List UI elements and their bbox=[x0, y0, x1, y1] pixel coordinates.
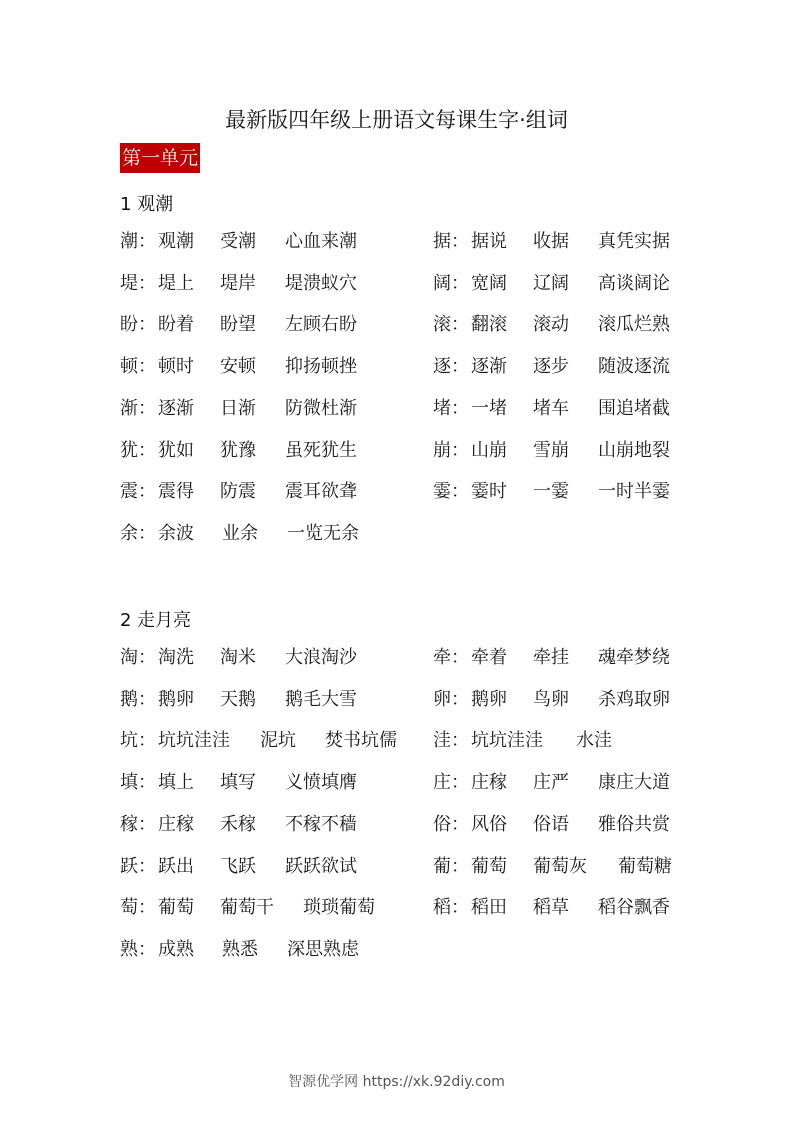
compound-word: 滚瓜烂熟 bbox=[598, 314, 670, 335]
target-character: 潮： bbox=[120, 231, 156, 252]
compound-word: 震得 bbox=[158, 481, 194, 502]
compound-word: 禾稼 bbox=[220, 814, 256, 835]
lesson-title: 2 走月亮 bbox=[120, 610, 192, 631]
compound-word: 犹豫 bbox=[220, 440, 256, 461]
compound-word: 受潮 bbox=[220, 231, 256, 252]
compound-word: 庄稼 bbox=[158, 814, 194, 835]
char-entry bbox=[433, 727, 612, 755]
compound-word: 天鹅 bbox=[220, 689, 256, 710]
compound-word: 堤岸 bbox=[220, 273, 256, 294]
compound-word: 顿时 bbox=[158, 356, 194, 377]
compound-word: 填写 bbox=[220, 772, 256, 793]
compound-word: 牵着 bbox=[471, 647, 507, 668]
char-entry bbox=[120, 311, 357, 339]
compound-word: 防微杜渐 bbox=[285, 398, 357, 419]
compound-word: 犹如 bbox=[158, 440, 194, 461]
char-entry bbox=[433, 437, 670, 465]
compound-word: 葡萄干 bbox=[220, 897, 274, 918]
target-character: 牵： bbox=[433, 647, 469, 668]
compound-word: 逐渐 bbox=[471, 356, 507, 377]
target-character: 稻： bbox=[433, 897, 469, 918]
char-entry bbox=[120, 395, 357, 423]
char-entry bbox=[120, 437, 357, 465]
compound-word: 鹅毛大雪 bbox=[285, 689, 357, 710]
target-character: 顿： bbox=[120, 356, 156, 377]
word-row bbox=[120, 853, 680, 881]
compound-word: 收据 bbox=[533, 231, 569, 252]
char-entry bbox=[120, 520, 359, 548]
char-entry bbox=[120, 727, 397, 755]
char-entry bbox=[433, 644, 670, 672]
compound-word: 泥坑 bbox=[260, 730, 296, 751]
compound-word: 据说 bbox=[471, 231, 507, 252]
char-entry bbox=[120, 478, 357, 506]
compound-word: 日渐 bbox=[220, 398, 256, 419]
compound-word: 跃跃欲试 bbox=[285, 856, 357, 877]
target-character: 葡： bbox=[433, 856, 469, 877]
word-row bbox=[120, 727, 680, 755]
compound-word: 坑坑洼洼 bbox=[158, 730, 230, 751]
compound-word: 随波逐流 bbox=[598, 356, 670, 377]
compound-word: 稻谷飘香 bbox=[598, 897, 670, 918]
word-row bbox=[120, 228, 680, 256]
compound-word: 翻滚 bbox=[471, 314, 507, 335]
target-character: 堤： bbox=[120, 273, 156, 294]
compound-word: 滚动 bbox=[533, 314, 569, 335]
compound-word: 堤上 bbox=[158, 273, 194, 294]
compound-word: 虽死犹生 bbox=[285, 440, 357, 461]
compound-word: 余波 bbox=[158, 523, 194, 544]
char-entry bbox=[120, 686, 357, 714]
char-entry bbox=[433, 311, 670, 339]
char-entry bbox=[433, 395, 670, 423]
char-entry bbox=[120, 644, 357, 672]
compound-word: 宽阔 bbox=[471, 273, 507, 294]
char-entry bbox=[120, 853, 357, 881]
char-entry bbox=[120, 228, 357, 256]
target-character: 余： bbox=[120, 523, 156, 544]
compound-word: 风俗 bbox=[471, 814, 507, 835]
compound-word: 淘米 bbox=[220, 647, 256, 668]
target-character: 跃： bbox=[120, 856, 156, 877]
compound-word: 逐渐 bbox=[158, 398, 194, 419]
word-row bbox=[120, 311, 680, 339]
compound-word: 琐琐葡萄 bbox=[303, 897, 375, 918]
target-character: 霎： bbox=[433, 481, 469, 502]
compound-word: 逐步 bbox=[533, 356, 569, 377]
compound-word: 鹅卵 bbox=[471, 689, 507, 710]
word-row bbox=[120, 769, 680, 797]
compound-word: 葡萄 bbox=[158, 897, 194, 918]
word-row bbox=[120, 644, 680, 672]
compound-word: 心血来潮 bbox=[285, 231, 357, 252]
compound-word: 水洼 bbox=[576, 730, 612, 751]
compound-word: 业余 bbox=[222, 523, 258, 544]
char-entry bbox=[433, 270, 670, 298]
char-entry bbox=[433, 853, 672, 881]
compound-word: 观潮 bbox=[158, 231, 194, 252]
compound-word: 抑扬顿挫 bbox=[285, 356, 357, 377]
target-character: 稼： bbox=[120, 814, 156, 835]
compound-word: 义愤填膺 bbox=[285, 772, 357, 793]
target-character: 崩： bbox=[433, 440, 469, 461]
compound-word: 一堵 bbox=[471, 398, 507, 419]
target-character: 震： bbox=[120, 481, 156, 502]
compound-word: 雪崩 bbox=[533, 440, 569, 461]
word-row bbox=[120, 894, 680, 922]
compound-word: 坑坑洼洼 bbox=[471, 730, 543, 751]
word-row bbox=[120, 936, 680, 964]
char-entry bbox=[433, 353, 670, 381]
word-row bbox=[120, 353, 680, 381]
compound-word: 葡萄灰 bbox=[533, 856, 587, 877]
page-title: 最新版四年级上册语文每课生字·组词 bbox=[225, 108, 568, 132]
compound-word: 淘洗 bbox=[158, 647, 194, 668]
word-row bbox=[120, 478, 680, 506]
compound-word: 俗语 bbox=[533, 814, 569, 835]
compound-word: 葡萄 bbox=[471, 856, 507, 877]
target-character: 萄： bbox=[120, 897, 156, 918]
compound-word: 飞跃 bbox=[220, 856, 256, 877]
compound-word: 辽阔 bbox=[533, 273, 569, 294]
char-entry bbox=[433, 228, 670, 256]
target-character: 盼： bbox=[120, 314, 156, 335]
target-character: 渐： bbox=[120, 398, 156, 419]
char-entry bbox=[120, 353, 357, 381]
char-entry bbox=[433, 811, 670, 839]
compound-word: 雅俗共赏 bbox=[598, 814, 670, 835]
compound-word: 霎时 bbox=[471, 481, 507, 502]
char-entry bbox=[120, 769, 357, 797]
compound-word: 鸟卵 bbox=[533, 689, 569, 710]
footer-source: 智源优学网 https://xk.92diy.com bbox=[288, 1074, 505, 1090]
char-entry bbox=[433, 686, 670, 714]
lesson-title: 1 观潮 bbox=[120, 194, 174, 215]
compound-word: 成熟 bbox=[158, 939, 194, 960]
char-entry bbox=[120, 270, 357, 298]
target-character: 卵： bbox=[433, 689, 469, 710]
char-entry bbox=[433, 769, 670, 797]
char-entry bbox=[433, 894, 670, 922]
target-character: 犹： bbox=[120, 440, 156, 461]
char-entry bbox=[433, 478, 670, 506]
word-row bbox=[120, 395, 680, 423]
target-character: 逐： bbox=[433, 356, 469, 377]
target-character: 庄： bbox=[433, 772, 469, 793]
compound-word: 盼望 bbox=[220, 314, 256, 335]
compound-word: 围追堵截 bbox=[598, 398, 670, 419]
word-row bbox=[120, 437, 680, 465]
word-row bbox=[120, 520, 680, 548]
compound-word: 一览无余 bbox=[287, 523, 359, 544]
compound-word: 康庄大道 bbox=[598, 772, 670, 793]
compound-word: 熟悉 bbox=[222, 939, 258, 960]
compound-word: 真凭实据 bbox=[598, 231, 670, 252]
char-entry bbox=[120, 811, 357, 839]
compound-word: 大浪淘沙 bbox=[285, 647, 357, 668]
compound-word: 一时半霎 bbox=[598, 481, 670, 502]
compound-word: 庄严 bbox=[533, 772, 569, 793]
compound-word: 不稼不穑 bbox=[285, 814, 357, 835]
char-entry bbox=[120, 894, 375, 922]
target-character: 淘： bbox=[120, 647, 156, 668]
compound-word: 山崩地裂 bbox=[598, 440, 670, 461]
target-character: 滚： bbox=[433, 314, 469, 335]
target-character: 熟： bbox=[120, 939, 156, 960]
compound-word: 葡萄糖 bbox=[618, 856, 672, 877]
target-character: 据： bbox=[433, 231, 469, 252]
compound-word: 盼着 bbox=[158, 314, 194, 335]
compound-word: 焚书坑儒 bbox=[325, 730, 397, 751]
compound-word: 震耳欲聋 bbox=[285, 481, 357, 502]
compound-word: 山崩 bbox=[471, 440, 507, 461]
char-entry bbox=[120, 936, 359, 964]
target-character: 洼： bbox=[433, 730, 469, 751]
word-row bbox=[120, 270, 680, 298]
compound-word: 鹅卵 bbox=[158, 689, 194, 710]
compound-word: 跃出 bbox=[158, 856, 194, 877]
compound-word: 稻草 bbox=[533, 897, 569, 918]
compound-word: 稻田 bbox=[471, 897, 507, 918]
compound-word: 深思熟虑 bbox=[287, 939, 359, 960]
unit-badge: 第一单元 bbox=[120, 143, 200, 173]
compound-word: 安顿 bbox=[220, 356, 256, 377]
compound-word: 牵挂 bbox=[533, 647, 569, 668]
target-character: 填： bbox=[120, 772, 156, 793]
target-character: 俗： bbox=[433, 814, 469, 835]
compound-word: 魂牵梦绕 bbox=[598, 647, 670, 668]
target-character: 堵： bbox=[433, 398, 469, 419]
target-character: 坑： bbox=[120, 730, 156, 751]
compound-word: 填上 bbox=[158, 772, 194, 793]
compound-word: 高谈阔论 bbox=[598, 273, 670, 294]
word-row bbox=[120, 811, 680, 839]
compound-word: 堤溃蚁穴 bbox=[285, 273, 357, 294]
compound-word: 一霎 bbox=[533, 481, 569, 502]
compound-word: 杀鸡取卵 bbox=[598, 689, 670, 710]
compound-word: 防震 bbox=[220, 481, 256, 502]
compound-word: 堵车 bbox=[533, 398, 569, 419]
word-row bbox=[120, 686, 680, 714]
target-character: 鹅： bbox=[120, 689, 156, 710]
compound-word: 庄稼 bbox=[471, 772, 507, 793]
compound-word: 左顾右盼 bbox=[285, 314, 357, 335]
target-character: 阔： bbox=[433, 273, 469, 294]
